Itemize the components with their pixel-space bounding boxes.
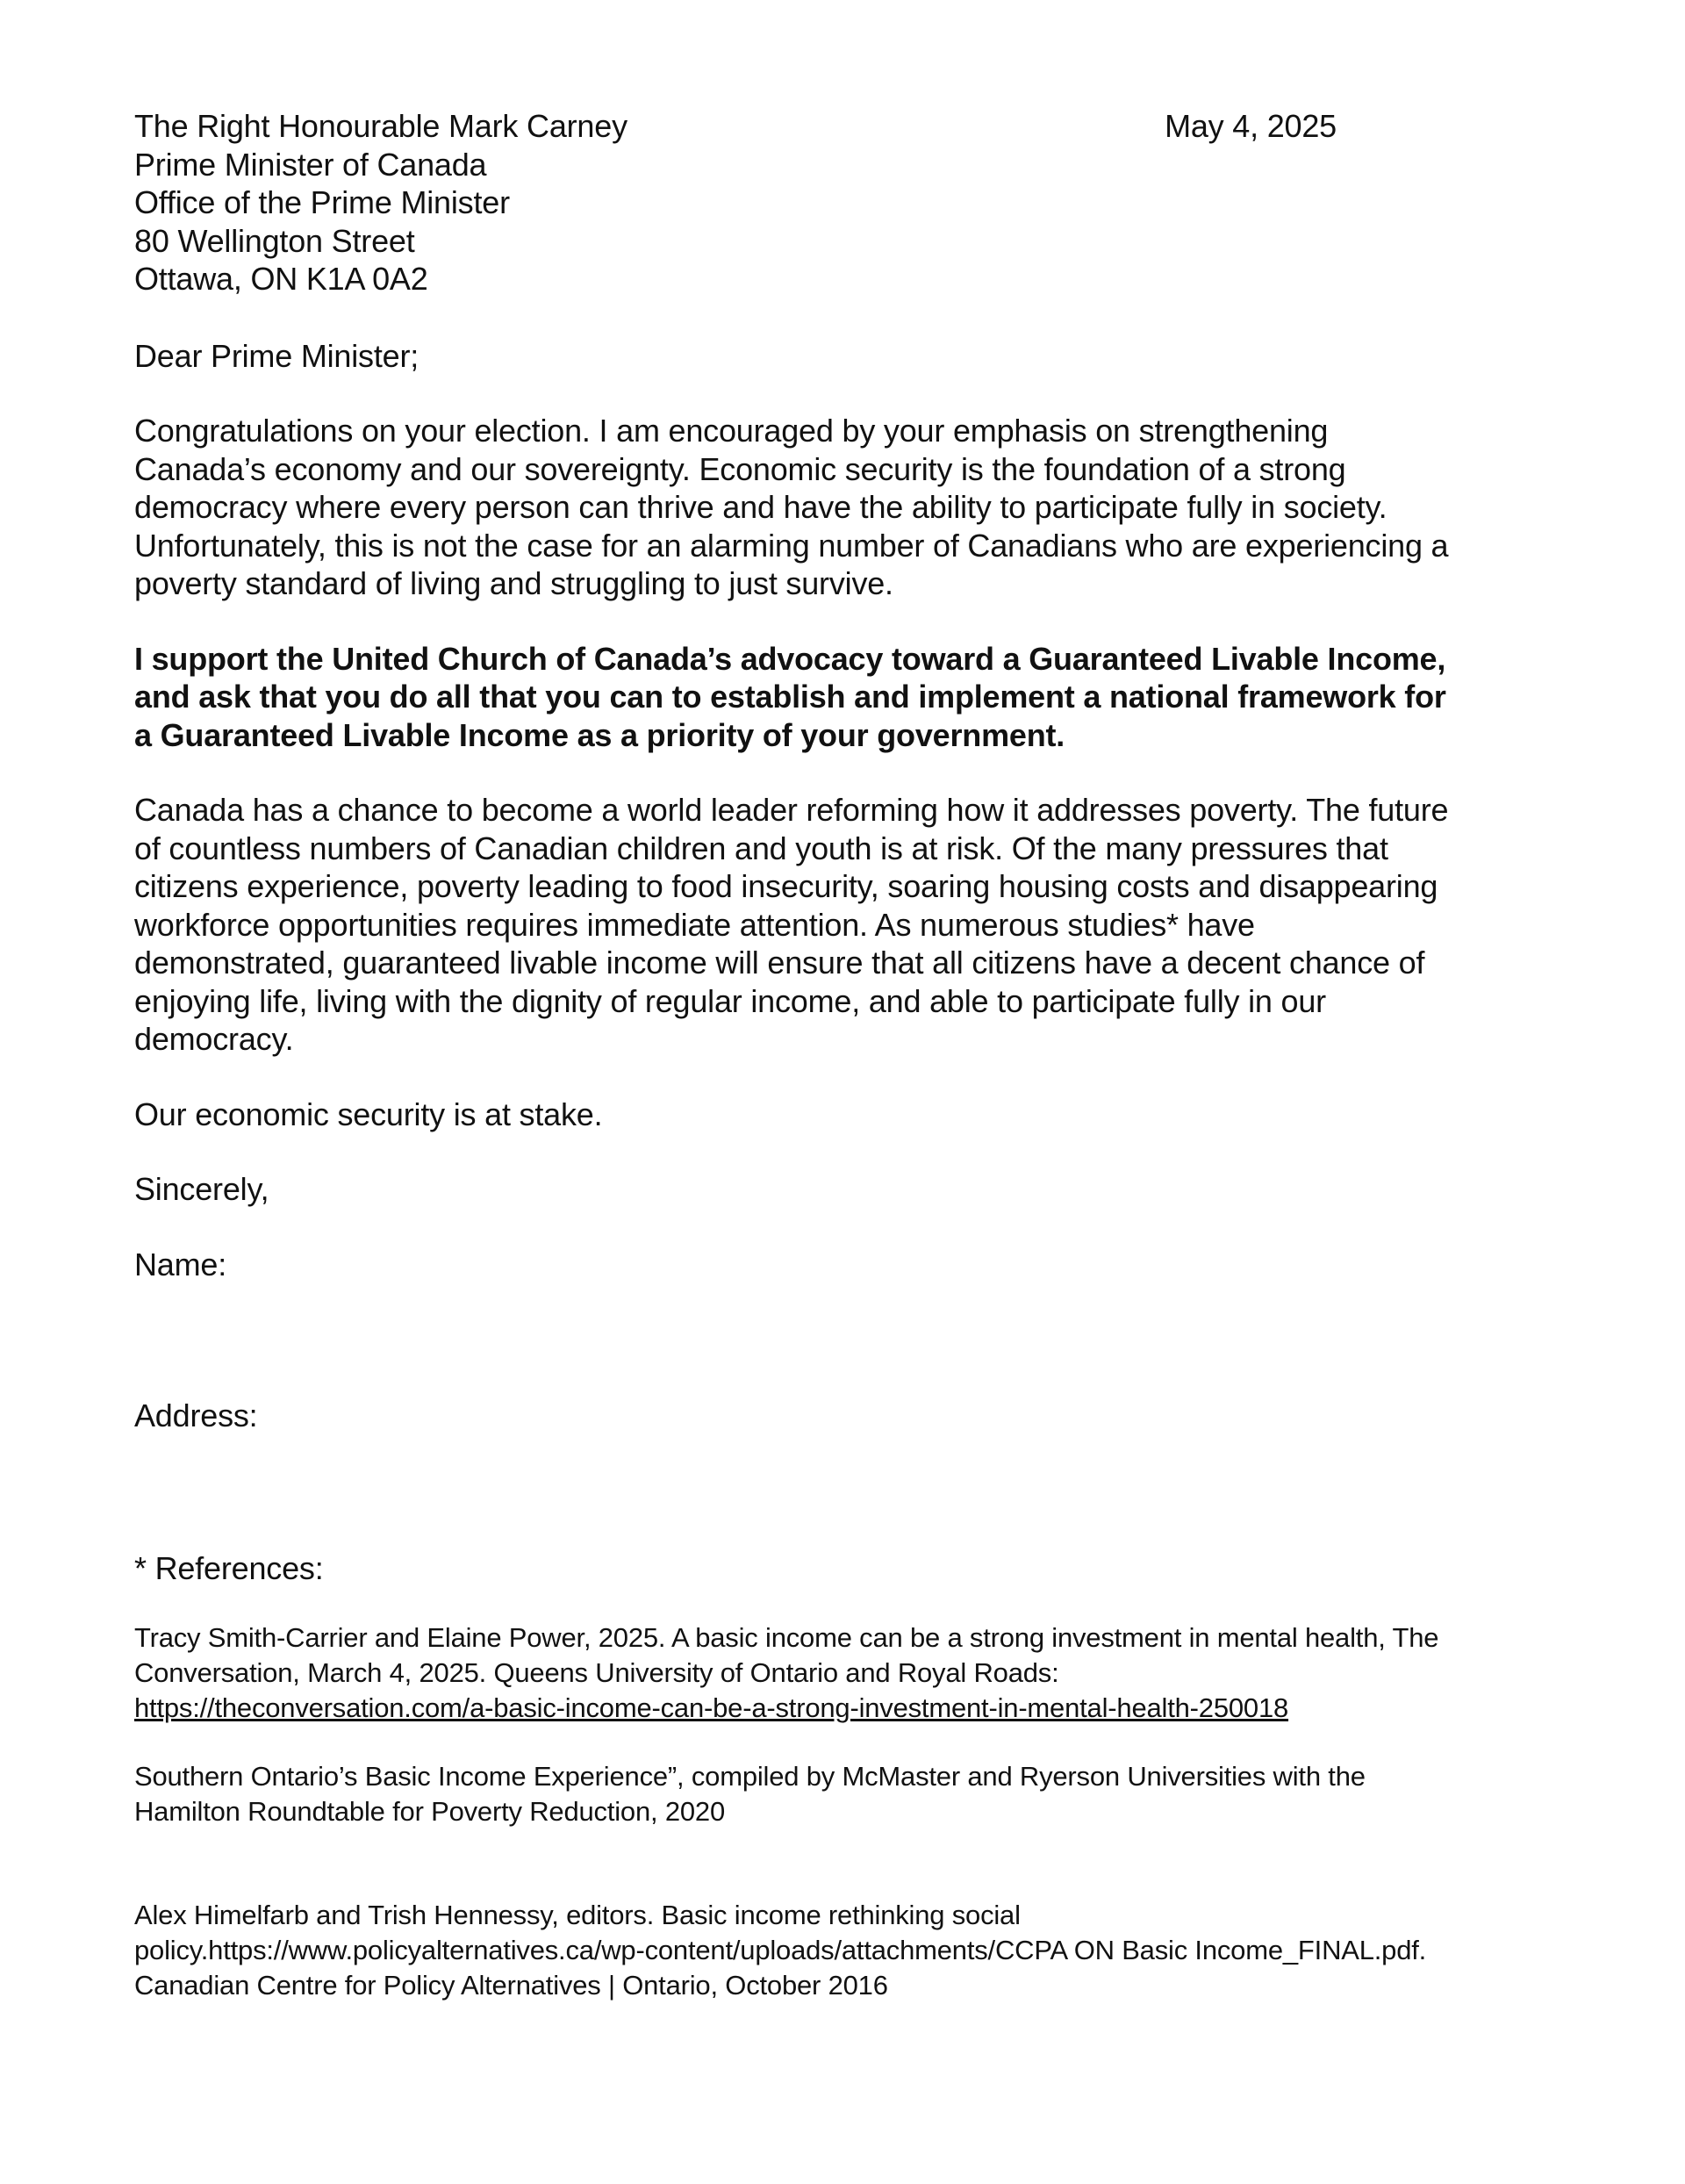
intro-paragraph: Congratulations on your election. I am encouraged by your emphasis on strengthening Canada’s economy and our sovereignty. Economic security is the foundation of a strong democracy where every person can thrive and have the ability to participate fully in society. Unfortunately, this is not the case for an alarming number of Canadians who are experiencing a poverty standard of living and struggling to just survive. [134,413,1449,601]
references-list [134,1620,1451,2003]
reference-item-3: Alex Himelfarb and Trish Hennessy, editors. Basic income rethinking social policy.https://www.policyalternatives.ca/wp-content/uploads/attachments/CCPA ON Basic Income_FINAL.pdf. Canadian Centre for Policy Alternatives | Ontario, October 2016 [134,1900,1427,2001]
recipient-name: The Right Honourable Mark Carney [134,108,627,144]
reference-1-link[interactable]: https://theconversation.com/a-basic-income-can-be-a-strong-investment-in-mental-health-250018 [134,1692,1289,1723]
recipient-city: Ottawa, ON K1A 0A2 [134,261,428,297]
support-paragraph: I support the United Church of Canada’s advocacy toward a Guaranteed Livable Income, and ask that you do all that you can to establish and implement a national framework for a Guaranteed Livable Income as a priority of your government. [134,640,1446,753]
salutation: Dear Prime Minister; [134,337,419,374]
recipient-title: Prime Minister of Canada [134,146,487,183]
letter-date: May 4, 2025 [1165,108,1337,144]
stake-paragraph: Our economic security is at stake. [134,1096,603,1132]
reference-item-1 [134,1620,1451,1726]
reference-item-2: Southern Ontario’s Basic Income Experience”, compiled by McMaster and Ryerson Universities with the Hamilton Roundtable for Poverty Reduction, 2020 [134,1761,1366,1827]
address-label: Address: [134,1397,258,1433]
letter-page [134,107,1451,2003]
recipient-address-block [134,107,1337,298]
body-paragraph: Canada has a chance to become a world leader reforming how it addresses poverty. The future of countless numbers of Canadian children and youth is at risk. Of the many pressures that citizens experience, poverty leading to food insecurity, soaring housing costs and disappearing workforce opportunities requires immediate attention. As numerous studies* have demonstrated, guaranteed livable income will ensure that all citizens have a decent chance of enjoying life, living with the dignity of regular income, and able to participate fully in our democracy. [134,792,1449,1057]
closing-sincerely: Sincerely, [134,1171,269,1207]
name-label: Name: [134,1246,227,1282]
recipient-street: 80 Wellington Street [134,222,415,259]
references-heading: * References: [134,1549,324,1586]
recipient-office: Office of the Prime Minister [134,184,510,220]
reference-1-text: Tracy Smith-Carrier and Elaine Power, 2025. A basic income can be a strong investment in mental health, The Conversation, March 4, 2025. Queens University of Ontario and Royal Roads: [134,1622,1439,1688]
